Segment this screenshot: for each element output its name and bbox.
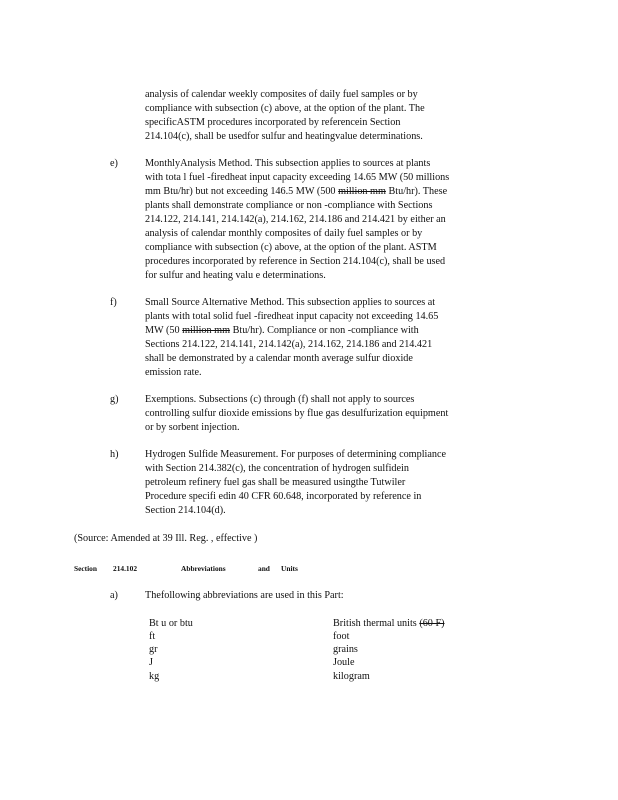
text-line: Exemptions. Subsections (c) through (f) shall not apply to sources bbox=[145, 394, 415, 405]
text-line: emission rate. bbox=[145, 367, 202, 378]
text-line: compliance with subsection (c) above, at the option of the plant. The bbox=[145, 103, 425, 114]
text-line: 214.104(c), shall be usedfor sulfur and heatingvalue determinations. bbox=[145, 131, 423, 142]
item-label-e: e) bbox=[110, 158, 118, 169]
abbreviation-meaning bbox=[333, 617, 445, 630]
text-line: compliance with subsection (c) above, at the option of the plant. ASTM bbox=[145, 242, 437, 253]
text-line: with Section 214.382(c), the concentration of hydrogen sulfidein bbox=[145, 463, 409, 474]
abbreviation-term: Bt u or btu bbox=[149, 618, 193, 629]
struck-text: million mm bbox=[182, 325, 231, 336]
text-line: (Source: Amended at 39 Ill. Reg. , effective ) bbox=[74, 533, 258, 544]
abbreviation-term: J bbox=[149, 657, 153, 668]
text-line: Hydrogen Sulfide Measurement. For purposes of determining compliance bbox=[145, 449, 447, 460]
text-segment: Btu/hr). These bbox=[385, 186, 448, 197]
text-line: specificASTM procedures incorporated by referencein Section bbox=[145, 117, 401, 128]
text-line: or by sorbent injection. bbox=[145, 422, 240, 433]
text-line: MonthlyAnalysis Method. This subsection applies to sources at plants bbox=[145, 158, 431, 169]
item-label-f: f) bbox=[110, 297, 117, 308]
text-line bbox=[145, 185, 501, 199]
text-line: controlling sulfur dioxide emissions by flue gas desulfurization equipment bbox=[145, 408, 449, 419]
text-line: Thefollowing abbreviations are used in this Part: bbox=[145, 590, 344, 601]
item-f-paragraph bbox=[145, 296, 489, 380]
text-line: procedures incorporated by reference in Section 214.104(c), shall be used bbox=[145, 256, 446, 267]
text-line: for sulfur and heating valu e determinations. bbox=[145, 270, 326, 281]
text-line bbox=[145, 324, 489, 338]
abbreviation-meaning: foot bbox=[333, 631, 350, 642]
section-title-word: Abbreviations bbox=[181, 564, 226, 573]
text-segment: mm Btu/hr) but not exceeding 146.5 MW (500 bbox=[145, 186, 339, 197]
text-line: 214.122, 214.141, 214.142(a), 214.162, 214.186 and 214.421 by either an bbox=[145, 214, 446, 225]
item-e-paragraph bbox=[145, 157, 501, 283]
item-label-h: h) bbox=[110, 449, 119, 460]
section-label: Section bbox=[74, 564, 97, 573]
item-a-paragraph bbox=[145, 589, 445, 603]
abbreviation-meaning: grains bbox=[333, 644, 358, 655]
text-line: plants with total solid fuel -firedheat input capacity not exceeding 14.65 bbox=[145, 311, 439, 322]
text-line: petroleum refinery fuel gas shall be measured usingthe Tutwiler bbox=[145, 477, 406, 488]
text-line: Sections 214.122, 214.141, 214.142(a), 214.162, 214.186 and 214.421 bbox=[145, 339, 433, 350]
item-h-paragraph bbox=[145, 448, 492, 518]
text-line: Section 214.104(d). bbox=[145, 505, 226, 516]
text-line: shall be demonstrated by a calendar month average sulfur dioxide bbox=[145, 353, 413, 364]
text-line: analysis of calendar weekly composites of daily fuel samples or by bbox=[145, 89, 418, 100]
abbreviation-term: ft bbox=[149, 631, 156, 642]
item-g-paragraph bbox=[145, 393, 497, 435]
text-line: plants shall demonstrate compliance or non -compliance with Sections bbox=[145, 200, 433, 211]
abbreviation-term: gr bbox=[149, 644, 158, 655]
section-number: 214.102 bbox=[113, 564, 138, 573]
text-line: Small Source Alternative Method. This subsection applies to sources at bbox=[145, 297, 436, 308]
struck-text: (60 F) bbox=[419, 618, 445, 629]
text-line: analysis of calendar monthly composites of daily fuel samples or by bbox=[145, 228, 423, 239]
abbreviation-meaning: Joule bbox=[333, 657, 355, 668]
struck-text: million mm bbox=[338, 186, 386, 197]
source-note bbox=[74, 532, 294, 546]
item-label-g: g) bbox=[110, 394, 119, 405]
section-title-word: and bbox=[258, 564, 270, 573]
abbreviation-term: kg bbox=[149, 671, 160, 682]
section-title-word: Units bbox=[281, 564, 298, 573]
text-segment: Btu/hr). Compliance or non -compliance with bbox=[230, 325, 419, 336]
item-label-a: a) bbox=[110, 590, 118, 601]
continuation-paragraph bbox=[145, 88, 472, 144]
text-segment: MW (50 bbox=[145, 325, 183, 336]
abbreviation-meaning: kilogram bbox=[333, 671, 370, 682]
text-line: Procedure specifi edin 40 CFR 60.648, incorporated by reference in bbox=[145, 491, 422, 502]
text-line: with tota l fuel -firedheat input capacity exceeding 14.65 MW (50 millions bbox=[145, 172, 450, 183]
meaning-text: British thermal units bbox=[333, 618, 420, 629]
